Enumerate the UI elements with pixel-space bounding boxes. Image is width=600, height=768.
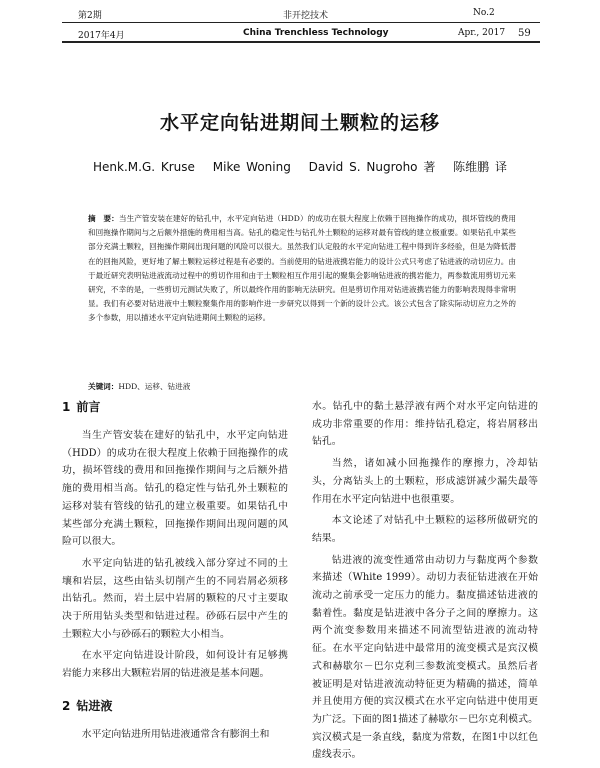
author-line [0, 158, 600, 175]
paragraph: 在水平定向钻进设计阶段，如何设计有足够携岩能力来移出大颗粒岩屑的钻进液是基本问题。 [62, 650, 288, 680]
running-header [78, 8, 533, 20]
section-number: 1 [62, 400, 71, 414]
left-column [62, 398, 288, 748]
header-rule [62, 22, 540, 23]
article-title: 水平定向钻进期间土颗粒的运移 [159, 112, 440, 134]
running-header-2 [78, 28, 533, 40]
section-heading [62, 697, 288, 714]
page-number: 59 [518, 28, 531, 39]
paragraph: 当然，诸如减小回拖操作的摩擦力，冷却钻头，分离钻头上的土颗粒，形成滤饼减少漏失最等作用在水平定向钻进中也很重要。 [312, 458, 538, 505]
paragraph: 当生产管安装在建好的钻孔中，水平定向钻进（HDD）的成功在很大程度上依赖于回拖操作的成功，损坏管线的费用和回拖操作期间与之后额外措施的费用相当高。钻孔的稳定性与钻孔外土颗粒的运移对装有管线的钻孔的建立极重要。如果钻孔中某些部分充满土颗粒，回拖操作期间出现问题的风险可以很大。 [62, 430, 288, 548]
issue-number-cn: 第2期 [78, 11, 102, 21]
paragraph: 本文论述了对钻孔中土颗粒的运移所做研究的结果。 [312, 515, 538, 544]
abstract [88, 212, 516, 326]
date-en: Apr., 2017 [458, 28, 506, 38]
section-heading [62, 398, 288, 415]
author: Mike Woning [212, 160, 291, 174]
section-title: 钻进液 [76, 698, 113, 713]
journal-name-cn: 非开挖技术 [283, 11, 329, 21]
paragraph: 水。钻孔中的黏土悬浮液有两个对水平定向钻进的成功非常重要的作用：维持钻孔稳定，将岩屑移出钻孔。 [312, 401, 538, 448]
translator: 陈维鹏 译 [453, 160, 507, 174]
header-rule-bottom [62, 41, 540, 43]
section-number: 2 [62, 698, 71, 713]
abstract-text: 当生产管安装在建好的钻孔中，水平定向钻进（HDD）的成功在很大程度上依赖于回拖操作的成功，损坏管线的费用和回拖操作期间与之后额外措施的费用相当高。钻孔的稳定性与钻孔外土颗粒的运移对最有管线的建立极重要。如果钻孔中某些部分充满土颗粒，回拖操作期间出现问题的风险可以很大。虽然我们认定般的水平定向钻进工程中得到许多经验，但是为降低潜在的回拖风险，更好地了解土颗粒运移过程是有必要的。当前使用的钻进液携岩能力的设计公式只考虑了钻进液的动切应力。由于最近研究表明钻进液流动过程中的剪切作用和由于土颗粒相互作用引起的聚集会影响钻进液的携岩能力，两参数流用剪切元来研究，不幸的是，一些剪切元测试失败了，所以最终作用的影响无法研究。但是剪切作用对钻进液携岩能力的影响表现得非常明显。我们有必要对钻进液中土颗粒聚集作用的影响作进一步研究以得到一个新的设计公式。该公式包含了除实际动切应力之外的多个参数，用以描述水平定向钻进期间土颗粒的运移。 [88, 214, 517, 323]
keywords-label: 关键词： [88, 382, 119, 391]
right-column [312, 398, 538, 768]
author: Henk.M.G. Kruse [93, 160, 195, 174]
date-cn: 2017年4月 [78, 31, 125, 41]
issue-number-en: No.2 [473, 8, 495, 18]
section-title: 前言 [76, 400, 101, 414]
abstract-label: 摘 要： [88, 214, 119, 223]
paragraph: 水平定向钻进所用钻进液通常含有膨润土和 [81, 728, 270, 740]
journal-name-en: China Trenchless Technology [243, 28, 389, 38]
author: David S. Nugroho 著 [308, 160, 436, 174]
paragraph: 水平定向钻进的钻孔被线入部分穿过不同的土壤和岩层，这些由钻头切削产生的不同岩屑必须移出钻孔。然而，岩土层中岩屑的颗粒的尺寸主要取决于所用钻头类型和钻进过程。砂砾石层中产生的土颗粒大小与砂砾石的颗粒大小相当。 [62, 557, 288, 640]
keywords [88, 381, 516, 392]
keywords-text: HDD、运移、钻进液 [118, 382, 191, 391]
paragraph: 钻进液的流变性通常由动切力与黏度两个参数来描述（White 1999）。动切力表征钻进液在开始流动之前承受一定压力的能力。黏度描述钻进液的黏着性。黏度是钻进液中各分子之间的摩擦力。这两个流变参数用来描述不同流型钻进液的流动特征。在水平定向钻进中最常用的流变模式是宾汉模式和赫歇尔－巴尔克利三参数流变模式。虽然后者被证明是对钻进液流动特征更为精确的描述，简单并且使用方便的宾汉模式在水平定向钻进中使用更为广泛。下面的图1描述了赫歇尔－巴尔克利模式。宾汉模式是一条直线，黏度为常数，在图1中以红色虚线表示。 [312, 554, 538, 761]
